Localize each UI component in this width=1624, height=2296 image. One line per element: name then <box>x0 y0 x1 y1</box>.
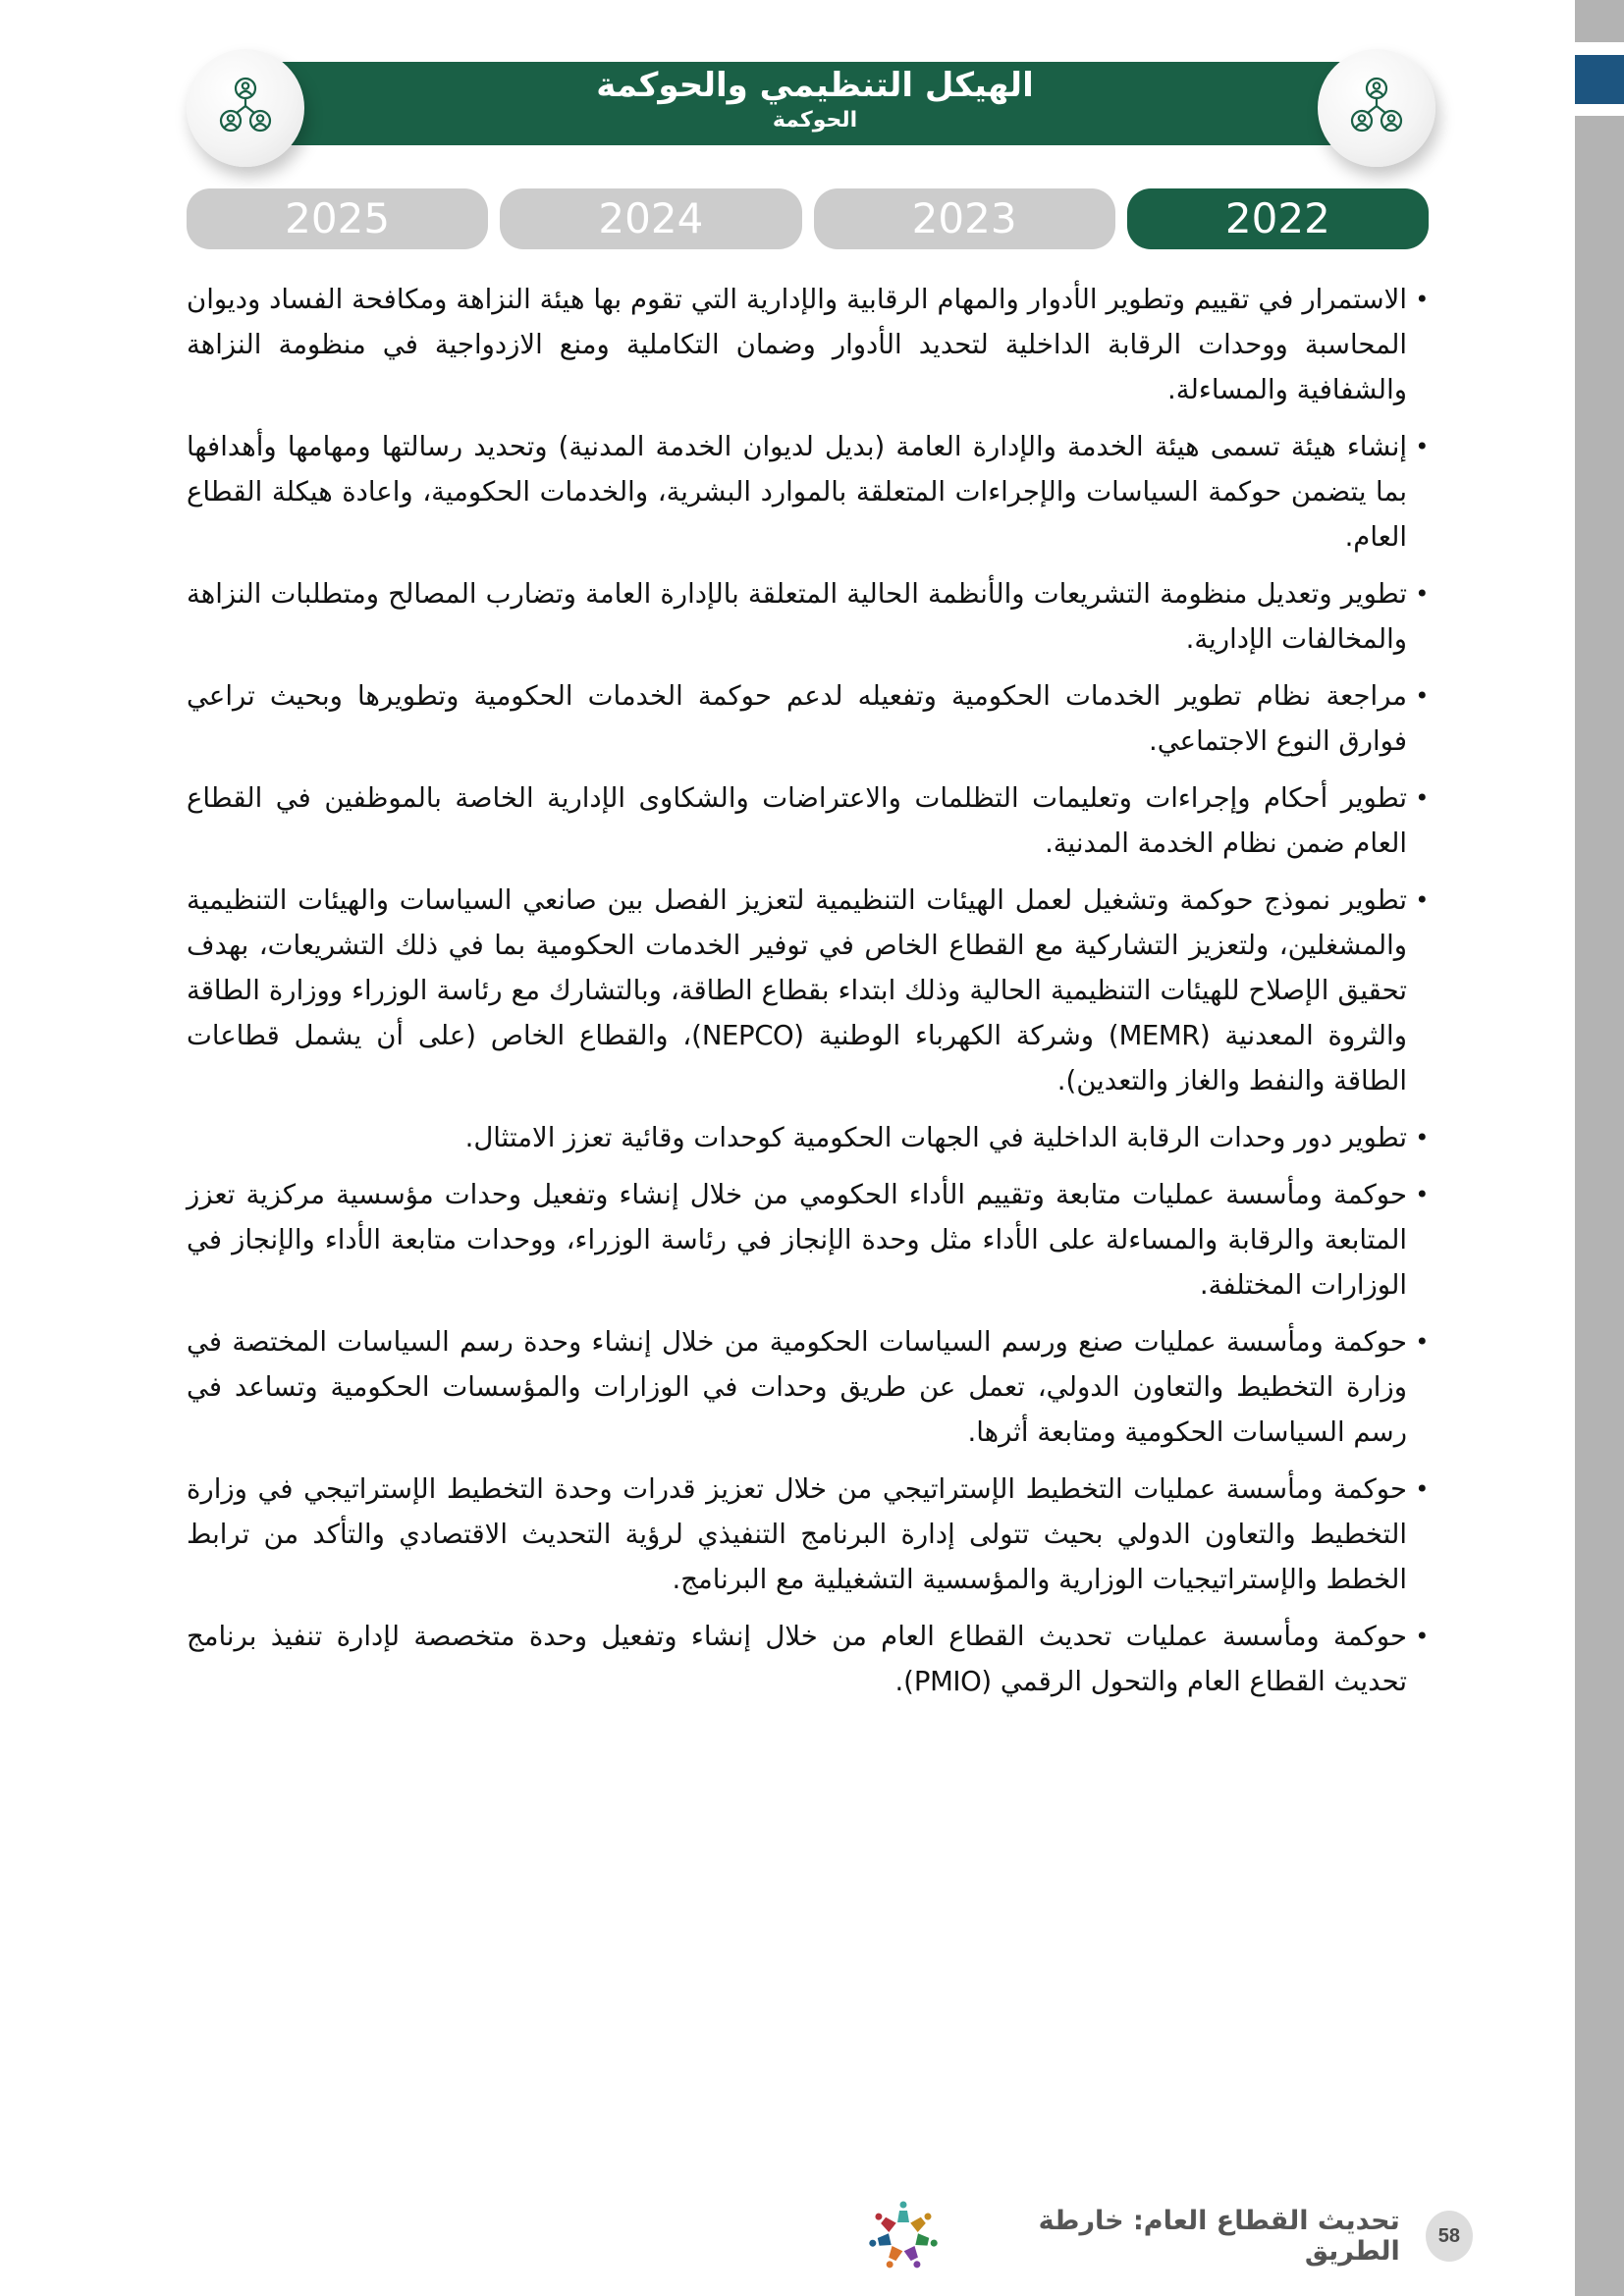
governance-initiatives <box>187 277 1429 1716</box>
page-title: الهيكل التنظيمي والحوكمة <box>596 66 1034 105</box>
tab-2023[interactable]: 2023 <box>814 188 1115 249</box>
list-item: • الاستمرار في تقييم وتطوير الأدوار والمهام الرقابية والإدارية التي تقوم بها هيئة النزاهة ومكافحة الفساد وديوان المحاسبة ووحدات الرقابة الداخلية لتحديد الأدوار وضمان التكاملية ومنع الازدواجية في منظومة النزاهة والشفافية والمساءلة. <box>187 277 1429 412</box>
edge-strip-section-marker <box>1575 55 1624 104</box>
list-item: • حوكمة ومأسسة عمليات تحديث القطاع العام من خلال إنشاء وتفعيل وحدة متخصصة لإدارة تنفيذ برنامج تحديث القطاع العام والتحول الرقمي (PMIO). <box>187 1614 1429 1704</box>
public-sector-modernization-logo-icon <box>864 2197 943 2275</box>
tab-2024[interactable]: 2024 <box>500 188 801 249</box>
list-item: • تطوير وتعديل منظومة التشريعات والأنظمة الحالية المتعلقة بالإدارة العامة وتضارب المصالح ومتطلبات النزاهة والمخالفات الإدارية. <box>187 571 1429 662</box>
tab-2022[interactable]: 2022 <box>1127 188 1429 249</box>
footer-document-title: تحديث القطاع العام: خارطة الطريق <box>1038 2206 1400 2267</box>
edge-strip-body <box>1575 116 1624 2296</box>
org-structure-badge-right <box>1318 49 1435 167</box>
list-item: • حوكمة ومأسسة عمليات متابعة وتقييم الأداء الحكومي من خلال إنشاء وتفعيل وحدات مؤسسية مركزية تعزز المتابعة والرقابة والمساءلة على الأداء مثل وحدة الإنجاز في رئاسة الوزراء، ووحدات متابعة الأداء والإنجاز في الوزارات المختلفة. <box>187 1172 1429 1308</box>
list-item: • حوكمة ومأسسة عمليات التخطيط الإستراتيجي من خلال تعزيز قدرات وحدة التخطيط الإستراتيجي في وزارة التخطيط والتعاون الدولي بحيث تتولى إدارة البرنامج التنفيذي لرؤية التحديث الاقتصادي والتأكد من ترابط الخطط والإستراتيجيات الوزارية والمؤسسية التشغيلية مع البرنامج. <box>187 1467 1429 1602</box>
list-item: • تطوير أحكام وإجراءات وتعليمات التظلمات والاعتراضات والشكاوى الإدارية الخاصة بالموظفين في القطاع العام ضمن نظام الخدمة المدنية. <box>187 775 1429 866</box>
page-number: 58 <box>1426 2211 1473 2262</box>
list-item: • إنشاء هيئة تسمى هيئة الخدمة والإدارة العامة (بديل لديوان الخدمة المدنية) وتحديد رسالتها ومهامها وأهدافها بما يتضمن حوكمة السياسات والإجراءات المتعلقة بالموارد البشرية، والخدمات الحكومية، واعادة هيكلة القطاع العام. <box>187 424 1429 560</box>
section-banner <box>280 62 1350 145</box>
bullet-list <box>187 277 1429 1704</box>
page-subtitle: الحوكمة <box>772 108 858 133</box>
year-tabs <box>187 188 1429 249</box>
list-item: • حوكمة ومأسسة عمليات صنع ورسم السياسات الحكومية من خلال إنشاء وحدة رسم السياسات المختصة في وزارة التخطيط والتعاون الدولي، تعمل عن طريق وحدات في الوزارات والمؤسسات الحكومية وتساعد في رسم السياسات الحكومية ومتابعة أثرها. <box>187 1319 1429 1455</box>
edge-strip-top <box>1575 0 1624 42</box>
page-footer <box>864 2197 1473 2275</box>
list-item: • تطوير نموذج حوكمة وتشغيل لعمل الهيئات التنظيمية لتعزيز الفصل بين صانعي السياسات والهيئات التنظيمية والمشغلين، ولتعزيز التشاركية مع القطاع الخاص في توفير الخدمات الحكومية بما في ذلك التشريعات، بهدف تحقيق الإصلاح للهيئات التنظيمية الحالية وذلك ابتداء بقطاع الطاقة، وبالتشارك مع رئاسة الوزراء ووزارة الطاقة والثروة المعدنية (MEMR) وشركة الكهرباء الوطنية (NEPCO)، والقطاع الخاص (على أن يشمل قطاعات الطاقة والنفط والغاز والتعدين). <box>187 878 1429 1103</box>
list-item: • مراجعة نظام تطوير الخدمات الحكومية وتفعيله لدعم حوكمة الخدمات الحكومية وتطويرها وبحيث تراعي فوارق النوع الاجتماعي. <box>187 673 1429 764</box>
tab-2025[interactable]: 2025 <box>187 188 488 249</box>
org-structure-badge-left <box>187 49 304 167</box>
list-item: • تطوير دور وحدات الرقابة الداخلية في الجهات الحكومية كوحدات وقائية تعزز الامتثال. <box>187 1115 1429 1160</box>
org-structure-people-icon <box>211 74 280 142</box>
org-structure-people-icon <box>1342 74 1411 142</box>
